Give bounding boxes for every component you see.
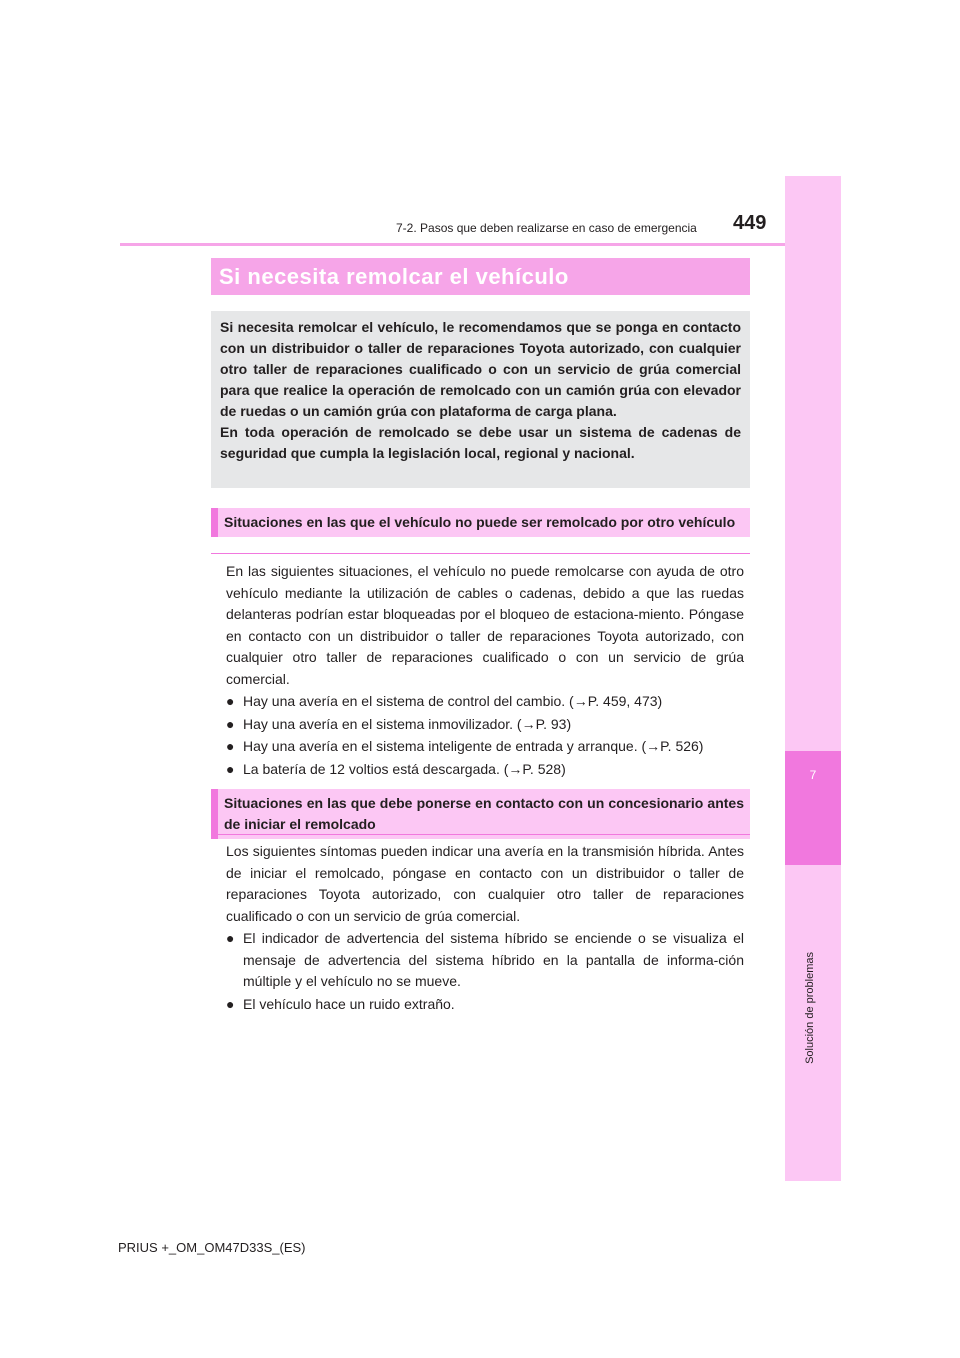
bullet-icon: ● <box>226 738 235 754</box>
bullet-icon: ● <box>226 715 235 732</box>
running-head: 7-2. Pasos que deben realizarse en caso de emergencia <box>396 221 697 235</box>
subsection-1-title: Situaciones en las que el vehículo no puede ser remolcado por otro vehículo <box>211 508 750 537</box>
subsection-2-rule <box>211 834 750 835</box>
subsection-1-list <box>226 691 744 780</box>
list-item: ● Hay una avería en el sistema inmovilizador. (→P. 93) <box>226 714 744 736</box>
list-item: ● Hay una avería en el sistema de control del cambio. (→P. 459, 473) <box>226 691 744 713</box>
list-item: ● El vehículo hace un ruido extraño. <box>226 994 744 1016</box>
bullet-icon: ● <box>226 995 235 1012</box>
intro-box <box>211 311 750 488</box>
list-item: ● El indicador de advertencia del sistema híbrido se enciende o se visualiza el mensaje de advertencia del sistema híbrido en la pantalla de informa-ción múltiple y el vehículo no se mueve. <box>226 930 744 989</box>
subsection-1-rule <box>211 553 750 554</box>
subsection-2-body <box>226 841 744 1015</box>
bullet-icon: ● <box>226 760 235 777</box>
intro-paragraph-1: Si necesita remolcar el vehículo, le recomendamos que se ponga en contacto con un distribuidor o taller de reparaciones Toyota autorizado, con cualquier otro taller de reparaciones cualificado o con un servicio de grúa comercial para que realice la operación de remolcado con un camión grúa con elevador de ruedas o un camión grúa con plataforma de carga plana. <box>220 319 741 419</box>
document-code: PRIUS +_OM_OM47D33S_(ES) <box>118 1240 306 1255</box>
chapter-number: 7 <box>809 768 817 782</box>
page-number: 449 <box>733 212 767 234</box>
list-item: ● La batería de 12 voltios está descargada. (→P. 528) <box>226 759 744 781</box>
subsection-2-paragraph: Los siguientes síntomas pueden indicar una avería en la transmisión híbrida. Antes de iniciar el remolcado, póngase en contacto con un distribuidor o taller de reparaciones Toyota autorizado, con cualquier otro taller de reparaciones cualificado o con un servicio de grúa comercial. <box>226 843 744 924</box>
subsection-1-paragraph: En las siguientes situaciones, el vehículo no puede remolcarse con ayuda de otro vehículo mediante la utilización de cables o cadenas, debido a que las ruedas delanteras podrían estar bloqueadas por el bloqueo de estaciona-miento. Póngase en contacto con un distribuidor o taller de reparaciones Toyota autorizado, con cualquier otro taller de reparaciones cualificado o con un servicio de grúa comercial. <box>226 563 744 687</box>
bullet-icon: ● <box>226 693 235 709</box>
intro-paragraph-2: En toda operación de remolcado se debe usar un sistema de cadenas de seguridad que cumpla la legislación local, regional y nacional. <box>220 424 741 461</box>
subsection-2-title: Situaciones en las que debe ponerse en contacto con un concesionario antes de iniciar el remolcado <box>211 789 750 839</box>
header-rule <box>120 243 785 246</box>
section-title: Si necesita remolcar el vehículo <box>211 258 750 295</box>
bullet-icon: ● <box>226 930 235 946</box>
subsection-2-list <box>226 928 744 1015</box>
subsection-1-body <box>226 561 744 780</box>
list-item: ● Hay una avería en el sistema inteligente de entrada y arranque. (→P. 526) <box>226 736 744 758</box>
chapter-label: Solución de problemas <box>804 952 816 1064</box>
